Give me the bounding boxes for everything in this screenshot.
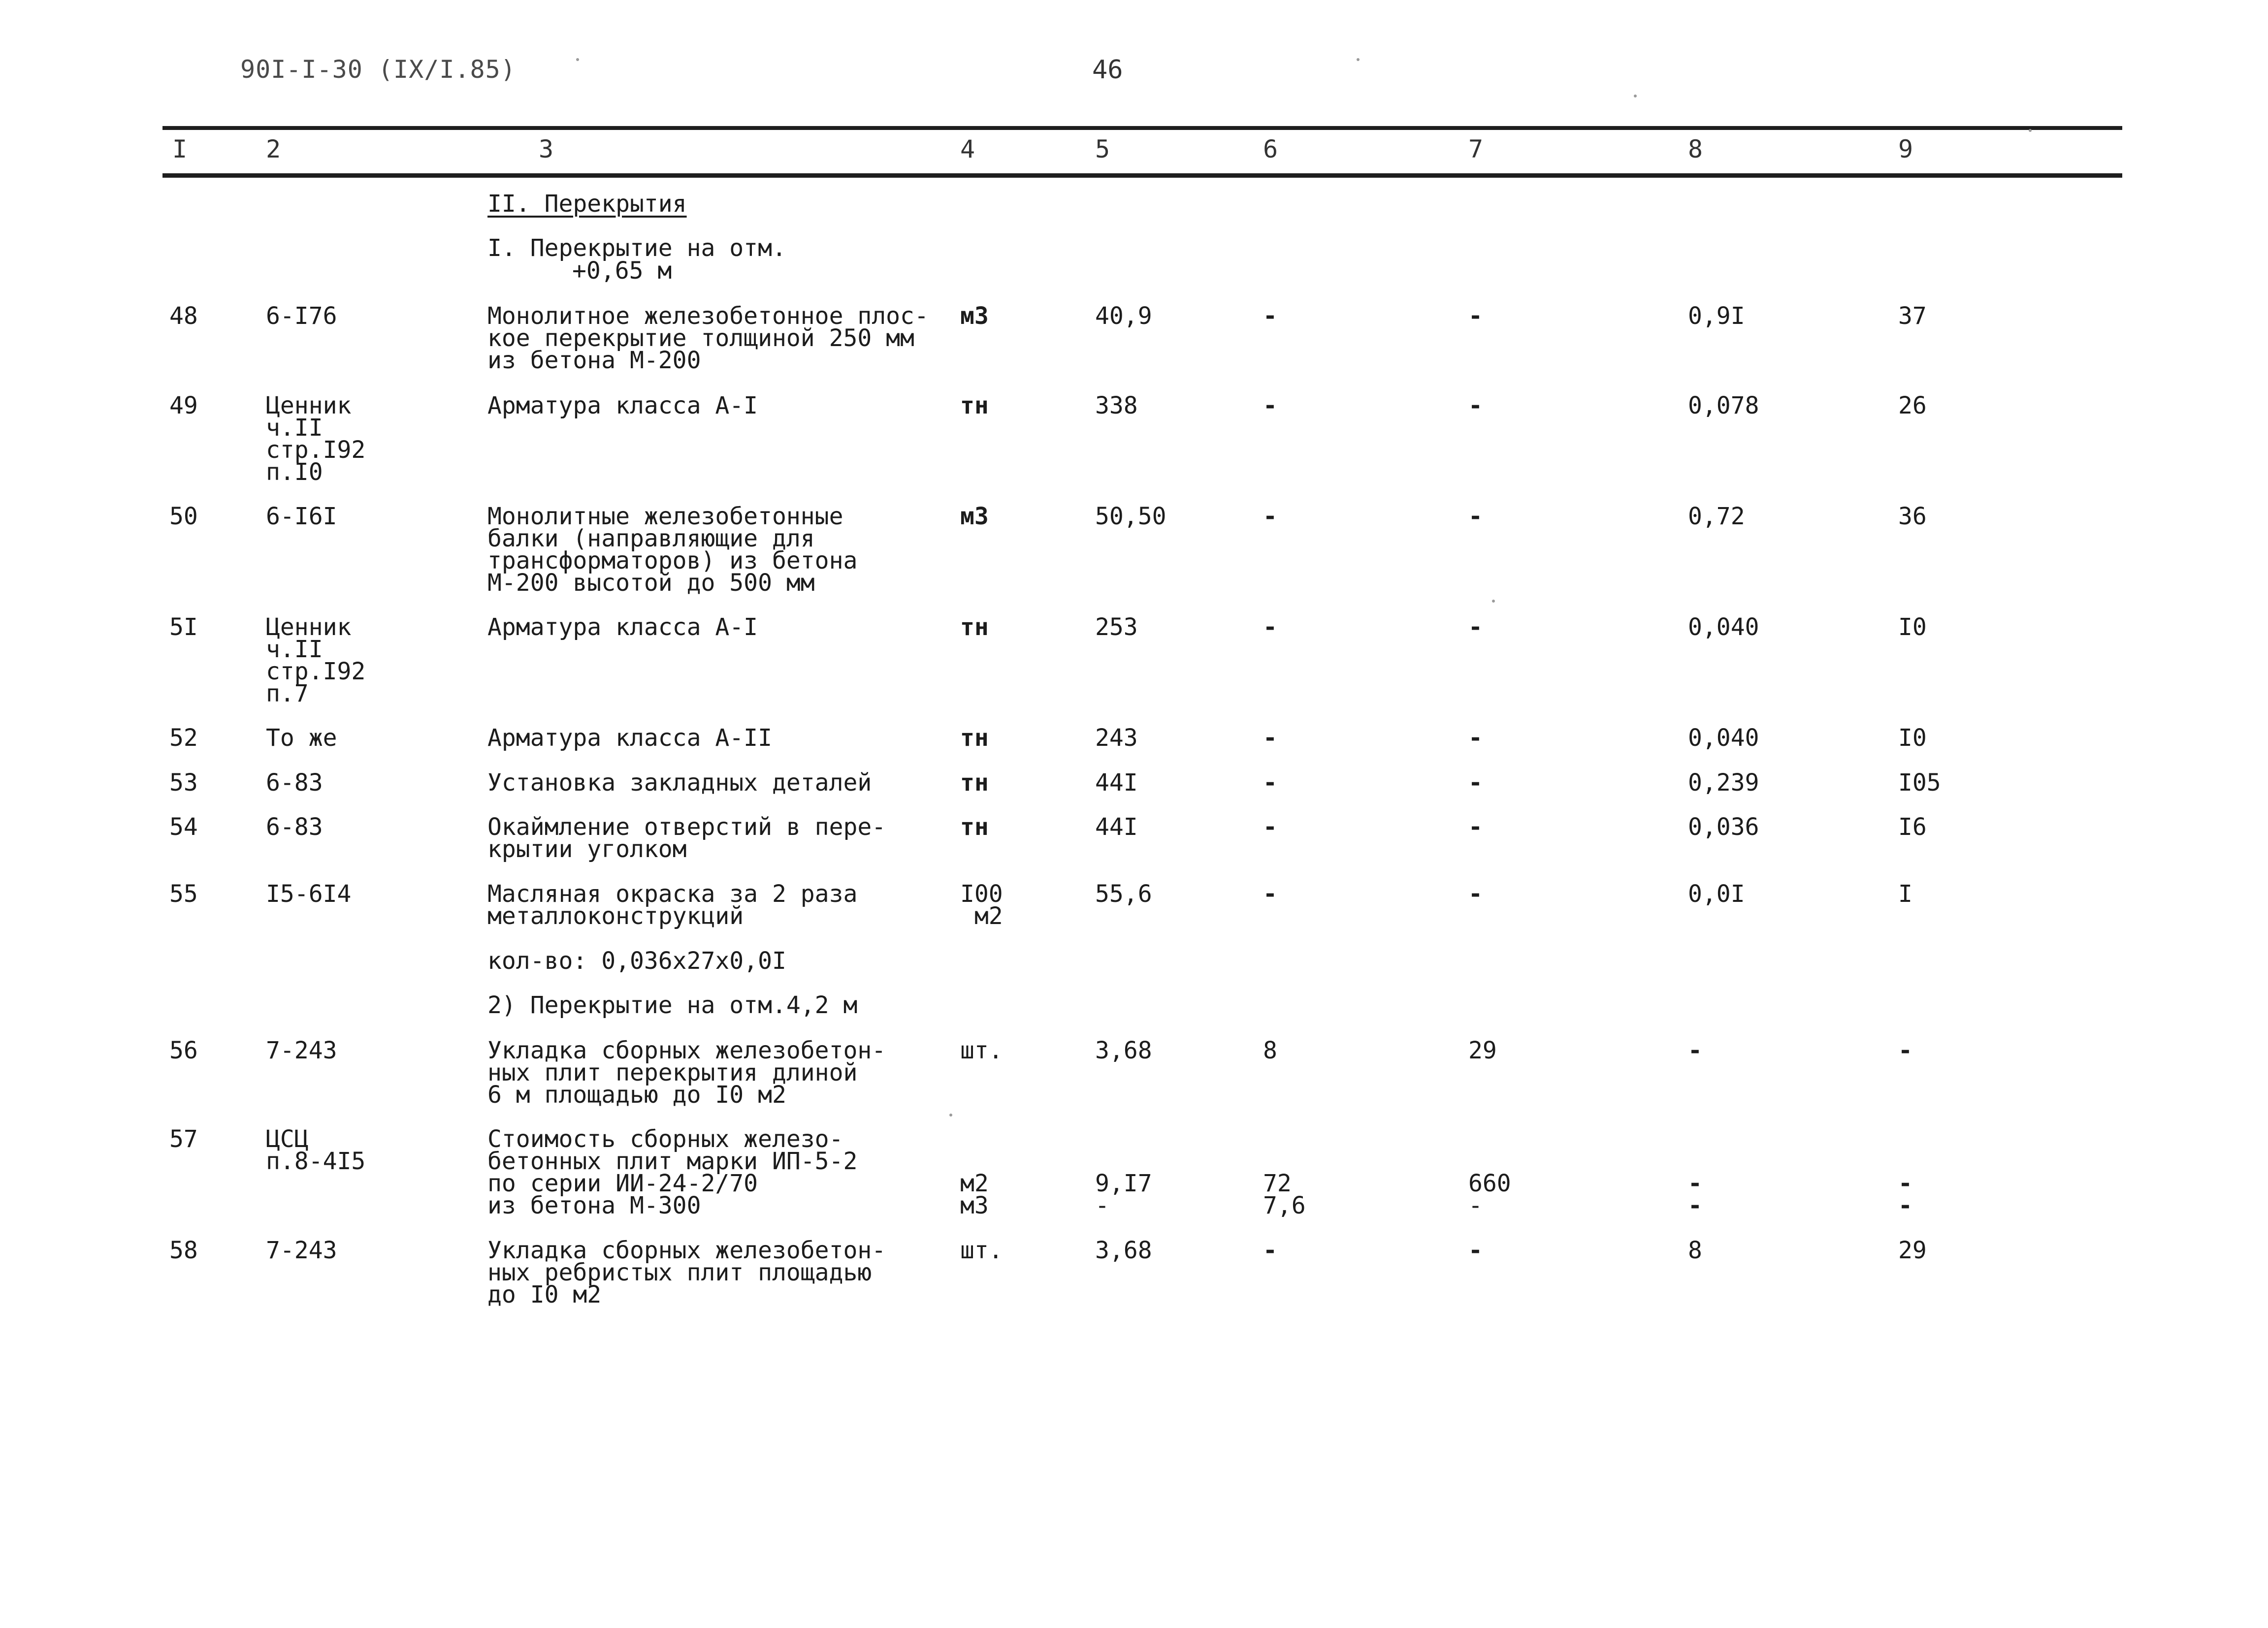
row-58-col8: 8 — [1688, 1237, 1702, 1264]
row-53-unit: тн — [960, 769, 989, 797]
row-51-col7: - — [1468, 613, 1483, 641]
row-49-unit: тн — [960, 392, 989, 419]
row-53-col7: - — [1468, 769, 1483, 797]
row-49-col9: 26 — [1898, 392, 1927, 419]
row-54-num: 54 — [169, 813, 198, 841]
row-58-description: Укладка сборных железобетон- ных ребристых плит площадью до I0 м2 — [487, 1237, 886, 1309]
row-57-code: ЦСЦ п.8-4I5 — [266, 1125, 366, 1175]
row-58-unit: шт. — [960, 1237, 1003, 1264]
row-50-unit: м3 — [960, 503, 989, 530]
row-52-unit: тн — [960, 724, 989, 752]
row-48-description: Монолитное железобетонное плос- кое перекрытие толщиной 250 мм из бетона М-200 — [487, 302, 929, 374]
row-56-col6: 8 — [1263, 1037, 1277, 1064]
column-header-9: 9 — [1898, 135, 1913, 163]
row-48-col8: 0,9I — [1688, 302, 1745, 330]
row-50-col5: 50,50 — [1095, 503, 1166, 530]
quantity-note: кол-во: 0,036x27x0,0I — [487, 947, 786, 975]
row-51-num: 5I — [169, 613, 198, 641]
row-48-col5: 40,9 — [1095, 302, 1152, 330]
row-48-col7: - — [1468, 302, 1483, 330]
row-54-col9: I6 — [1898, 813, 1927, 841]
row-57-description: Стоимость сборных железо- бетонных плит марки ИП-5-2 по серии ИИ-24-2/70 из бетона М-300 — [487, 1125, 858, 1219]
row-52-col8: 0,040 — [1688, 724, 1759, 752]
scan-speck — [576, 58, 579, 61]
row-50-num: 50 — [169, 503, 198, 530]
row-55-col6: - — [1263, 880, 1277, 908]
row-57-unit: м2 м3 — [960, 1170, 989, 1219]
row-49-col5: 338 — [1095, 392, 1138, 419]
column-header-7: 7 — [1468, 135, 1484, 163]
scan-speck — [2029, 129, 2032, 132]
row-48-unit: м3 — [960, 302, 989, 330]
column-header-5: 5 — [1095, 135, 1110, 163]
scan-speck — [1357, 58, 1360, 61]
scan-speck — [1634, 95, 1637, 97]
document-code: 90I-I-30 (IX/I.85) — [240, 55, 516, 84]
row-57-col9: - - — [1898, 1170, 1912, 1219]
column-header-4: 4 — [960, 135, 975, 163]
row-55-description: Масляная окраска за 2 раза металлоконструкций — [487, 880, 858, 930]
row-51-col8: 0,040 — [1688, 613, 1759, 641]
row-56-code: 7-243 — [266, 1037, 337, 1064]
row-52-code: То же — [266, 724, 337, 752]
row-58-col7: - — [1468, 1237, 1483, 1264]
row-56-col9: - — [1898, 1037, 1912, 1064]
row-55-unit: I00 м2 — [960, 880, 1003, 930]
row-49-col8: 0,078 — [1688, 392, 1759, 419]
page-number: 46 — [1092, 55, 1123, 85]
column-header-3: 3 — [539, 135, 554, 163]
column-header-8: 8 — [1688, 135, 1703, 163]
row-53-code: 6-83 — [266, 769, 323, 797]
subsection-elevation-1: +0,65 м — [572, 257, 672, 285]
row-51-col5: 253 — [1095, 613, 1138, 641]
subsection-title-1: I. Перекрытие на отм. — [487, 234, 786, 262]
row-54-description: Окаймление отверстий в пере- крытии уголком — [487, 813, 886, 863]
row-55-col8: 0,0I — [1688, 880, 1745, 908]
row-51-description: Арматура класса А-I — [487, 613, 758, 641]
row-58-col5: 3,68 — [1095, 1237, 1152, 1264]
row-55-code: I5-6I4 — [266, 880, 352, 908]
row-50-code: 6-I6I — [266, 503, 337, 530]
row-53-num: 53 — [169, 769, 198, 797]
row-51-code: Ценник ч.II стр.I92 п.7 — [266, 613, 366, 707]
row-57-col7: 660 - — [1468, 1170, 1511, 1219]
row-52-col5: 243 — [1095, 724, 1138, 752]
column-header-1: I — [172, 135, 188, 163]
row-56-description: Укладка сборных железобетон- ных плит перекрытия длиной 6 м площадью до I0 м2 — [487, 1037, 886, 1109]
column-header-6: 6 — [1263, 135, 1278, 163]
row-53-description: Установка закладных деталей — [487, 769, 872, 797]
row-55-col7: - — [1468, 880, 1483, 908]
row-58-col6: - — [1263, 1237, 1277, 1264]
row-50-description: Монолитные железобетонные балки (направляющие для трансформаторов) из бетона М-200 высотой до 500 мм — [487, 503, 858, 597]
row-54-col7: - — [1468, 813, 1483, 841]
row-51-unit: тн — [960, 613, 989, 641]
row-49-num: 49 — [169, 392, 198, 419]
row-50-col6: - — [1263, 503, 1277, 530]
row-50-col8: 0,72 — [1688, 503, 1745, 530]
row-49-description: Арматура класса А-I — [487, 392, 758, 419]
row-54-col8: 0,036 — [1688, 813, 1759, 841]
row-52-col7: - — [1468, 724, 1483, 752]
scan-speck — [1492, 600, 1495, 603]
row-56-num: 56 — [169, 1037, 198, 1064]
row-54-col6: - — [1263, 813, 1277, 841]
scan-speck — [949, 1114, 952, 1117]
row-56-col8: - — [1688, 1037, 1702, 1064]
row-56-unit: шт. — [960, 1037, 1003, 1064]
row-53-col6: - — [1263, 769, 1277, 797]
row-57-num: 57 — [169, 1125, 198, 1153]
row-55-num: 55 — [169, 880, 198, 908]
row-54-unit: тн — [960, 813, 989, 841]
row-58-num: 58 — [169, 1237, 198, 1264]
row-57-col6: 72 7,6 — [1263, 1170, 1306, 1219]
subsection-title-2: 2) Перекрытие на отм.4,2 м — [487, 991, 858, 1019]
row-57-col8: - - — [1688, 1170, 1702, 1219]
row-50-col7: - — [1468, 503, 1483, 530]
row-58-col9: 29 — [1898, 1237, 1927, 1264]
row-54-code: 6-83 — [266, 813, 323, 841]
header-top-rule — [162, 126, 2122, 130]
row-48-col9: 37 — [1898, 302, 1927, 330]
row-55-col5: 55,6 — [1095, 880, 1152, 908]
row-58-code: 7-243 — [266, 1237, 337, 1264]
row-52-col9: I0 — [1898, 724, 1927, 752]
row-49-col6: - — [1263, 392, 1277, 419]
row-53-col8: 0,239 — [1688, 769, 1759, 797]
row-53-col5: 44I — [1095, 769, 1138, 797]
header-bottom-rule — [162, 173, 2122, 178]
row-54-col5: 44I — [1095, 813, 1138, 841]
row-52-col6: - — [1263, 724, 1277, 752]
row-56-col5: 3,68 — [1095, 1037, 1152, 1064]
section-title-floors: II. Перекрытия — [487, 190, 687, 218]
row-48-col6: - — [1263, 302, 1277, 330]
row-48-code: 6-I76 — [266, 302, 337, 330]
column-header-2: 2 — [266, 135, 281, 163]
row-55-col9: I — [1898, 880, 1912, 908]
row-48-num: 48 — [169, 302, 198, 330]
row-52-num: 52 — [169, 724, 198, 752]
row-52-description: Арматура класса А-II — [487, 724, 772, 752]
row-51-col9: I0 — [1898, 613, 1927, 641]
row-49-col7: - — [1468, 392, 1483, 419]
row-49-code: Ценник ч.II стр.I92 п.I0 — [266, 392, 366, 486]
row-53-col9: I05 — [1898, 769, 1941, 797]
row-56-col7: 29 — [1468, 1037, 1497, 1064]
row-57-col5: 9,I7 - — [1095, 1170, 1152, 1219]
row-50-col9: 36 — [1898, 503, 1927, 530]
row-51-col6: - — [1263, 613, 1277, 641]
